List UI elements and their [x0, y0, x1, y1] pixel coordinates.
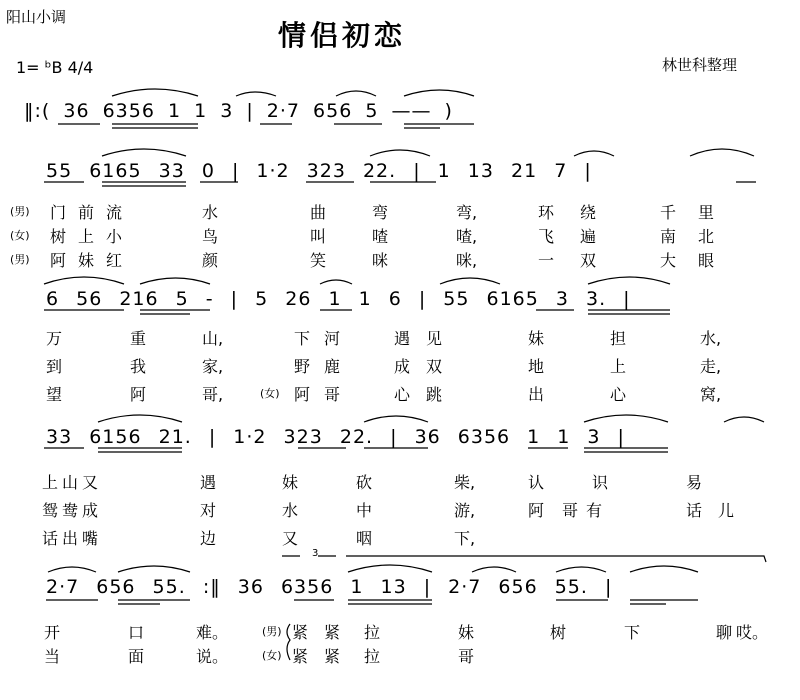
lyric-word: 认	[528, 473, 545, 492]
lyric-word: 遇	[394, 329, 411, 348]
slur	[236, 92, 276, 96]
triplet-number: 3	[312, 548, 319, 559]
lyric-word: 万	[46, 329, 63, 348]
lyric-word: 走,	[700, 357, 722, 376]
slur	[336, 91, 376, 96]
lyric-word: 绕	[580, 203, 597, 222]
notation-line-1: ‖:( 36 6356 1 1 3 | 2·7 656 5 —— )	[24, 100, 453, 122]
lyric-word: 心	[610, 385, 627, 404]
lyric-word: 拉	[364, 623, 381, 642]
slur	[690, 149, 754, 156]
slur	[404, 90, 474, 96]
lyric-word: 喳	[372, 227, 389, 246]
lyric-word: 下	[294, 329, 311, 348]
lyric-word: 喳,	[456, 227, 478, 246]
lyric-word: 易	[686, 473, 703, 492]
lyric-word: 面	[128, 647, 145, 666]
lyric-word: 门前流	[50, 203, 135, 222]
lyric-word: 水,	[700, 329, 722, 348]
slur	[472, 567, 516, 572]
slur	[320, 280, 352, 284]
lyric-word: 弯	[372, 203, 389, 222]
lyric-word: 担	[610, 329, 627, 348]
lyric-word: 下,	[454, 529, 476, 548]
lyric-word: 南	[660, 227, 677, 246]
lyric-word: 又	[282, 529, 299, 548]
lyric-word: 咪	[372, 251, 389, 270]
notation-line-4: 33 6156 21. | 1·2 323 22. | 36 6356 1 1 3 |	[46, 426, 625, 448]
lyric-word: 妹	[282, 473, 299, 492]
lyrics-row4-verse2	[10, 498, 790, 518]
lyric-word: 到	[46, 357, 63, 376]
lyric-word: 阿妹红	[50, 251, 135, 270]
lyric-word: 阿	[528, 501, 545, 520]
lyric-word: 话儿	[686, 501, 751, 520]
slur	[630, 566, 698, 572]
singer-tag: (男)	[262, 625, 282, 638]
lyric-word: 野	[294, 357, 311, 376]
lyric-word: 家,	[202, 357, 224, 376]
key-signature: 1= ᵇB 4/4	[16, 58, 94, 77]
lyric-word: 哥	[324, 385, 341, 404]
slur	[556, 567, 606, 572]
notation-line-2: 55 6165 33 0 | 1·2 323 22. | 1 13 21 7 |	[46, 160, 592, 182]
slur	[364, 416, 428, 422]
lyric-word: 开	[44, 623, 61, 642]
lyric-word: 阿	[130, 385, 147, 404]
lyric-word: 重	[130, 329, 147, 348]
lyric-word: 遇	[200, 473, 217, 492]
slur	[98, 415, 182, 422]
lyric-word: 颜	[202, 251, 219, 270]
lyric-word: 拉	[364, 647, 381, 666]
lyric-word: 对	[200, 501, 217, 520]
lyric-word: 我	[130, 357, 147, 376]
lyric-word: 树	[550, 623, 567, 642]
lyric-word: 大	[660, 251, 677, 270]
lyric-word: 眼	[698, 251, 715, 270]
lyric-word: 话出嘴	[42, 529, 103, 548]
lyric-word: 跳	[426, 385, 443, 404]
lyric-word: 心	[394, 385, 411, 404]
lyric-word: 识	[592, 473, 609, 492]
lyrics-row5-verse2	[10, 644, 790, 664]
singer-tag: (男)	[10, 253, 30, 266]
lyric-word: 水	[282, 501, 299, 520]
lyric-word: 山,	[202, 329, 224, 348]
lyric-word: 当	[44, 647, 61, 666]
singer-tag: (女)	[10, 229, 30, 242]
lyric-word: 哎。	[736, 623, 769, 642]
lyric-word: 叫	[310, 227, 327, 246]
lyrics-row3-verse1	[10, 326, 790, 346]
slur	[588, 277, 670, 284]
lyric-word: 边	[200, 529, 217, 548]
lyrics-row4-verse3	[10, 526, 790, 546]
lyric-word: 弯,	[456, 203, 478, 222]
lyric-word: 哥有	[562, 501, 611, 520]
notation-line-3: 6 56 216 5 - | 5 26 1 1 6 | 55 6165 3 3. |	[46, 288, 631, 310]
lyric-word: 咪,	[456, 251, 478, 270]
lyric-word: 说。	[196, 647, 229, 666]
lyric-word: 北	[698, 227, 715, 246]
lyric-word: 聊	[716, 623, 733, 642]
slur	[140, 278, 210, 284]
arranger: 林世科整理	[662, 56, 738, 74]
lyric-word: 树上小	[50, 227, 135, 246]
lyric-word: 成	[394, 357, 411, 376]
notation-line-5: 2·7 656 55. :‖ 36 6356 1 13 | 2·7 656 55. |	[46, 576, 613, 598]
lyric-word: 上	[610, 357, 627, 376]
lyric-word: 砍	[356, 473, 373, 492]
lyrics-row4-verse1	[10, 470, 790, 490]
lyric-word: 里	[698, 203, 715, 222]
lyric-word: 紧	[292, 623, 309, 642]
lyrics-row5-verse1	[10, 620, 790, 640]
lyrics-row3-verse2	[10, 354, 790, 374]
lyric-word: 河	[324, 329, 341, 348]
triplet-bracket	[278, 550, 768, 564]
lyric-word: 鹿	[324, 357, 341, 376]
singer-tag: (女)	[262, 649, 282, 662]
lyric-word: 中	[356, 501, 373, 520]
lyric-word: 笑	[310, 251, 327, 270]
lyric-word: 双	[580, 251, 597, 270]
lyric-word: 鸟	[202, 227, 219, 246]
lyric-word: 柴,	[454, 473, 476, 492]
lyric-word: 曲	[310, 203, 327, 222]
slur	[44, 277, 124, 284]
lyric-word: 咽	[356, 529, 373, 548]
lyrics-row2-verse1	[10, 200, 790, 220]
lyrics-row2-verse3	[10, 248, 790, 268]
slur	[48, 567, 96, 572]
lyrics-row3-verse3	[10, 382, 790, 402]
lyric-word: 上山又	[42, 473, 103, 492]
slur	[584, 415, 668, 422]
lyric-word: 望	[46, 385, 63, 404]
lyric-word: 游,	[454, 501, 476, 520]
lyrics-row2-verse2	[10, 224, 790, 244]
slur	[370, 150, 430, 156]
lyric-word: 紧	[324, 647, 341, 666]
lyric-word: 见	[426, 329, 443, 348]
lyric-word: 下	[624, 623, 641, 642]
lyric-word: 紧	[292, 647, 309, 666]
slur	[440, 278, 500, 284]
lyric-word: 哥	[458, 647, 475, 666]
lyric-word: 地	[528, 357, 545, 376]
lyric-word: 鸳鸯成	[42, 501, 103, 520]
slur	[102, 149, 186, 156]
lyric-word: 飞	[538, 227, 555, 246]
lyric-word: 哥,	[202, 385, 224, 404]
lyric-word: 遍	[580, 227, 597, 246]
slur	[118, 566, 190, 572]
slur	[724, 417, 764, 422]
lyric-word: 窝,	[700, 385, 722, 404]
lyric-word: 妹	[528, 329, 545, 348]
lyric-word: 一	[538, 251, 555, 270]
style-label: 阳山小调	[6, 8, 67, 26]
lyric-word: 千	[660, 203, 677, 222]
lyric-word: 口	[128, 623, 145, 642]
lyric-word: 阿	[294, 385, 311, 404]
lyric-word: 双	[426, 357, 443, 376]
lyric-word: 妹	[458, 623, 475, 642]
lyric-word: 水	[202, 203, 219, 222]
slur	[574, 151, 614, 156]
singer-tag: (女)	[260, 387, 280, 400]
slur	[348, 565, 432, 572]
lyric-word: 难。	[196, 623, 229, 642]
song-title: 情侣初恋	[278, 19, 407, 52]
lyric-word: 出	[528, 385, 545, 404]
slur	[112, 89, 198, 96]
singer-tag: (男)	[10, 205, 30, 218]
lyric-word: 紧	[324, 623, 341, 642]
lyric-word: 环	[538, 203, 555, 222]
